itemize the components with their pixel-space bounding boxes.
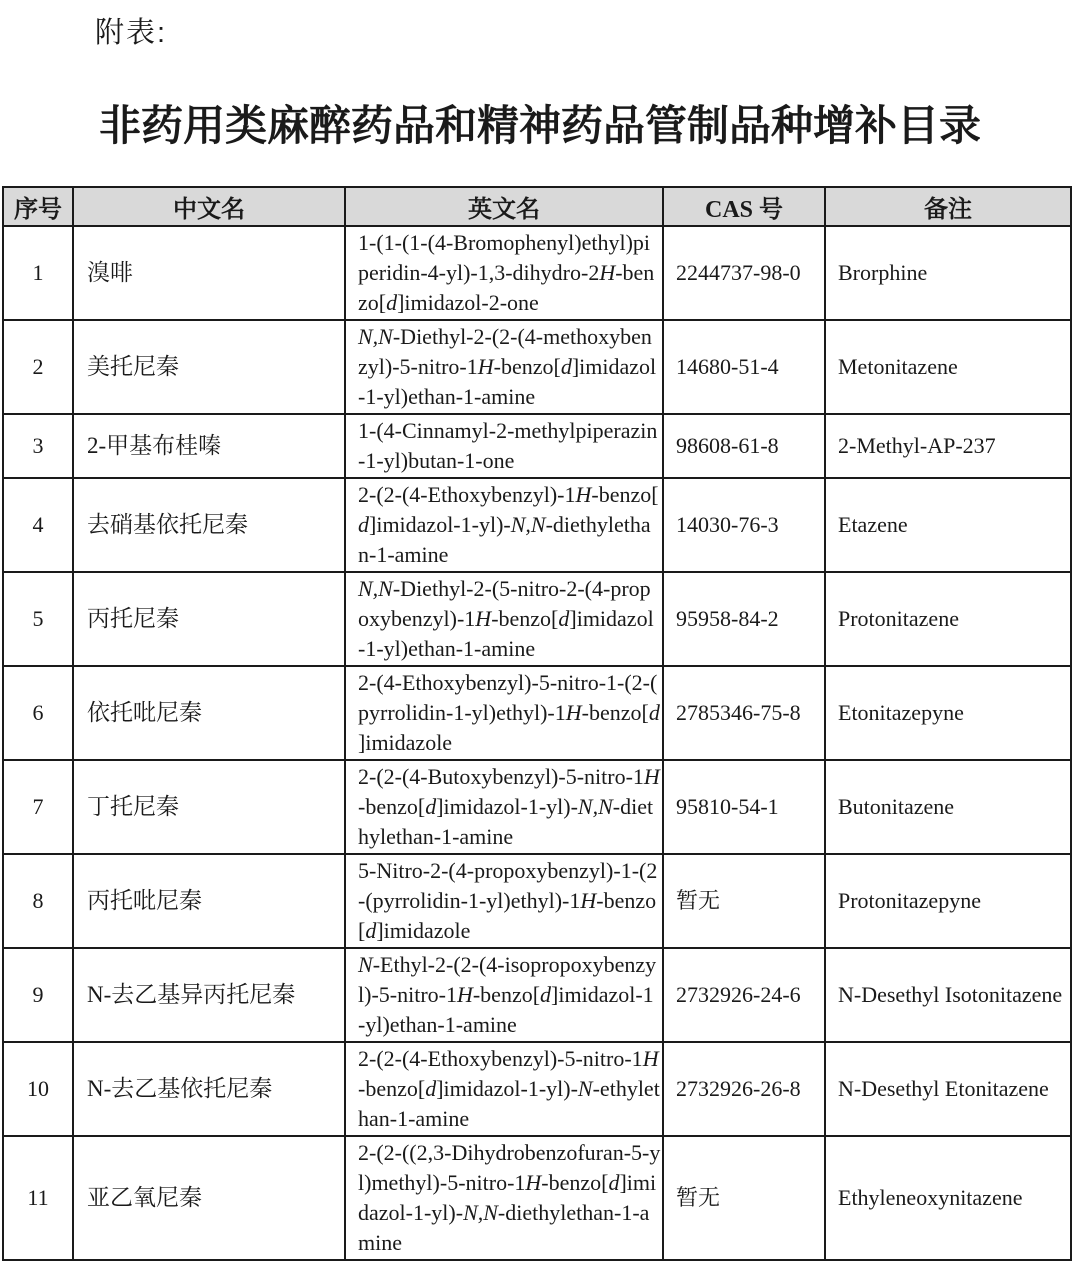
- english-name-line: 2-(2-(4-Ethoxybenzyl)-5-nitro-1H: [358, 1046, 659, 1071]
- english-name-cell: [345, 666, 663, 760]
- english-name-line: -(pyrrolidin-1-yl)ethyl)-1H-benzo: [358, 888, 657, 913]
- english-name-line: -1-yl)butan-1-one: [358, 448, 515, 473]
- chinese-name-cell: 丙托吡尼秦: [73, 854, 345, 948]
- row-number-cell: 8: [3, 854, 73, 948]
- english-name-line: -benzo[d]imidazol-1-yl)-N,N-diet: [358, 794, 654, 819]
- document-page: [0, 10, 1080, 1261]
- chem-locant-italic: H: [575, 482, 592, 507]
- chem-locant-italic: d: [365, 918, 377, 943]
- english-name-cell: [345, 854, 663, 948]
- english-name-line: 2-(2-((2,3-Dihydrobenzofuran-5-y: [358, 1140, 661, 1165]
- remark-cell: Etazene: [825, 478, 1071, 572]
- chinese-name-cell: 去硝基依托尼秦: [73, 478, 345, 572]
- table-row: [3, 1042, 1071, 1136]
- english-name-cell: [345, 572, 663, 666]
- cas-number-cell: 98608-61-8: [663, 414, 825, 478]
- english-name-line: 2-(2-(4-Ethoxybenzyl)-1H-benzo[: [358, 482, 659, 507]
- cas-number-cell: 2732926-26-8: [663, 1042, 825, 1136]
- english-name-line: han-1-amine: [358, 1106, 470, 1131]
- chem-locant-italic: d: [648, 700, 660, 725]
- chinese-name-cell: 溴啡: [73, 226, 345, 320]
- table-row: [3, 760, 1071, 854]
- header-remarks: 备注: [825, 187, 1071, 226]
- row-number-cell: 5: [3, 572, 73, 666]
- header-serial-number: 序号: [3, 187, 73, 226]
- english-name-cell: [345, 320, 663, 414]
- chinese-name-cell: N-去乙基依托尼秦: [73, 1042, 345, 1136]
- remark-cell: Metonitazene: [825, 320, 1071, 414]
- remark-cell: Protonitazepyne: [825, 854, 1071, 948]
- chem-locant-italic: N,N: [510, 512, 546, 537]
- english-name-line: -1-yl)ethan-1-amine: [358, 384, 536, 409]
- row-number-cell: 3: [3, 414, 73, 478]
- english-name-line: 2-(2-(4-Butoxybenzyl)-5-nitro-1H: [358, 764, 660, 789]
- english-name-cell: [345, 414, 663, 478]
- english-name-cell: [345, 1042, 663, 1136]
- chem-locant-italic: N,N: [358, 576, 393, 601]
- english-name-line: N,N-Diethyl-2-(2-(4-methoxyben: [358, 324, 652, 349]
- english-name-line: d]imidazol-1-yl)-N,N-diethyletha: [358, 512, 651, 537]
- remark-cell: Brorphine: [825, 226, 1071, 320]
- table-row: [3, 948, 1071, 1042]
- page-title: 非药用类麻醉药品和精神药品管制品种增补目录: [98, 104, 981, 150]
- cas-number-cell: 95958-84-2: [663, 572, 825, 666]
- chinese-name-cell: N-去乙基异丙托尼秦: [73, 948, 345, 1042]
- english-name-line: hylethan-1-amine: [358, 824, 514, 849]
- english-name-line: oxybenzyl)-1H-benzo[d]imidazol: [358, 606, 654, 631]
- chem-locant-italic: d: [560, 354, 572, 379]
- remark-cell: N-Desethyl Etonitazene: [825, 1042, 1071, 1136]
- table-header-row: [3, 187, 1071, 226]
- english-name-line: ]imidazole: [358, 730, 453, 755]
- cas-number-cell: 95810-54-1: [663, 760, 825, 854]
- english-name-line: -yl)ethan-1-amine: [358, 1012, 517, 1037]
- header-english-name: 英文名: [345, 187, 663, 226]
- chem-locant-italic: d: [425, 794, 437, 819]
- remark-cell: N-Desethyl Isotonitazene: [825, 948, 1071, 1042]
- chem-locant-italic: d: [540, 982, 552, 1007]
- row-number-cell: 10: [3, 1042, 73, 1136]
- chinese-name-cell: 美托尼秦: [73, 320, 345, 414]
- cas-number-cell: 暂无: [663, 1136, 825, 1260]
- remark-cell: Etonitazepyne: [825, 666, 1071, 760]
- english-name-line: 5-Nitro-2-(4-propoxybenzyl)-1-(2: [358, 858, 658, 883]
- english-name-line: l)methyl)-5-nitro-1H-benzo[d]imi: [358, 1170, 657, 1195]
- header-chinese-name: 中文名: [73, 187, 345, 226]
- cas-number-cell: 暂无: [663, 854, 825, 948]
- chem-locant-italic: N,N: [577, 794, 613, 819]
- english-name-line: [d]imidazole: [358, 918, 471, 943]
- chinese-name-cell: 亚乙氧尼秦: [73, 1136, 345, 1260]
- english-name-cell: [345, 760, 663, 854]
- remark-cell: Protonitazene: [825, 572, 1071, 666]
- row-number-cell: 1: [3, 226, 73, 320]
- english-name-line: l)-5-nitro-1H-benzo[d]imidazol-1: [358, 982, 654, 1007]
- english-name-line: -1-yl)ethan-1-amine: [358, 636, 536, 661]
- cas-number-cell: 14680-51-4: [663, 320, 825, 414]
- substance-table: [2, 186, 1072, 1261]
- english-name-line: zo[d]imidazol-2-one: [358, 290, 539, 315]
- english-name-line: peridin-4-yl)-1,3-dihydro-2H-ben: [358, 260, 655, 285]
- english-name-cell: [345, 1136, 663, 1260]
- english-name-cell: [345, 478, 663, 572]
- cas-number-cell: 14030-76-3: [663, 478, 825, 572]
- chem-locant-italic: H: [565, 700, 582, 725]
- table-row: [3, 1136, 1071, 1260]
- remark-cell: 2-Methyl-AP-237: [825, 414, 1071, 478]
- english-name-cell: [345, 948, 663, 1042]
- table-row: [3, 226, 1071, 320]
- english-name-line: -benzo[d]imidazol-1-yl)-N-ethylet: [358, 1076, 660, 1101]
- row-number-cell: 6: [3, 666, 73, 760]
- english-name-line: N,N-Diethyl-2-(5-nitro-2-(4-prop: [358, 576, 651, 601]
- chem-locant-italic: N,N: [358, 324, 393, 349]
- chem-locant-italic: d: [386, 290, 398, 315]
- chem-locant-italic: N: [577, 1076, 593, 1101]
- cas-number-cell: 2732926-24-6: [663, 948, 825, 1042]
- english-name-line: zyl)-5-nitro-1H-benzo[d]imidazol: [358, 354, 657, 379]
- english-name-line: N-Ethyl-2-(2-(4-isopropoxybenzy: [358, 952, 657, 977]
- chinese-name-cell: 2-甲基布桂嗪: [73, 414, 345, 478]
- substance-table-body: [3, 226, 1071, 1260]
- chem-locant-italic: d: [358, 512, 369, 537]
- header-cas-number: CAS 号: [663, 187, 825, 226]
- english-name-line: mine: [358, 1230, 402, 1255]
- row-number-cell: 4: [3, 478, 73, 572]
- english-name-line: n-1-amine: [358, 542, 449, 567]
- table-row: [3, 854, 1071, 948]
- row-number-cell: 7: [3, 760, 73, 854]
- cas-number-cell: 2244737-98-0: [663, 226, 825, 320]
- chem-locant-italic: d: [425, 1076, 437, 1101]
- chem-locant-italic: d: [608, 1170, 620, 1195]
- chem-locant-italic: H: [456, 982, 473, 1007]
- chem-locant-italic: H: [643, 764, 660, 789]
- chem-locant-italic: d: [558, 606, 570, 631]
- table-row: [3, 478, 1071, 572]
- table-row: [3, 320, 1071, 414]
- appendix-label: 附表:: [95, 17, 168, 49]
- chinese-name-cell: 丁托尼秦: [73, 760, 345, 854]
- english-name-cell: [345, 226, 663, 320]
- row-number-cell: 11: [3, 1136, 73, 1260]
- chem-locant-italic: H: [477, 354, 494, 379]
- english-name-line: 1-(1-(1-(4-Bromophenyl)ethyl)pi: [358, 230, 651, 255]
- chem-locant-italic: N: [358, 952, 373, 977]
- cas-number-cell: 2785346-75-8: [663, 666, 825, 760]
- chem-locant-italic: N,N: [463, 1200, 498, 1225]
- english-name-line: pyrrolidin-1-yl)ethyl)-1H-benzo[d: [358, 700, 660, 725]
- english-name-line: 1-(4-Cinnamyl-2-methylpiperazin: [358, 418, 658, 443]
- chem-locant-italic: H: [599, 260, 616, 285]
- chem-locant-italic: H: [525, 1170, 542, 1195]
- row-number-cell: 9: [3, 948, 73, 1042]
- english-name-line: 2-(4-Ethoxybenzyl)-5-nitro-1-(2-(: [358, 670, 658, 695]
- chem-locant-italic: H: [580, 888, 597, 913]
- remark-cell: Ethyleneoxynitazene: [825, 1136, 1071, 1260]
- table-row: [3, 414, 1071, 478]
- chem-locant-italic: H: [642, 1046, 659, 1071]
- table-row: [3, 572, 1071, 666]
- english-name-line: dazol-1-yl)-N,N-diethylethan-1-a: [358, 1200, 650, 1225]
- row-number-cell: 2: [3, 320, 73, 414]
- table-row: [3, 666, 1071, 760]
- chinese-name-cell: 丙托尼秦: [73, 572, 345, 666]
- chem-locant-italic: H: [475, 606, 492, 631]
- chinese-name-cell: 依托吡尼秦: [73, 666, 345, 760]
- remark-cell: Butonitazene: [825, 760, 1071, 854]
